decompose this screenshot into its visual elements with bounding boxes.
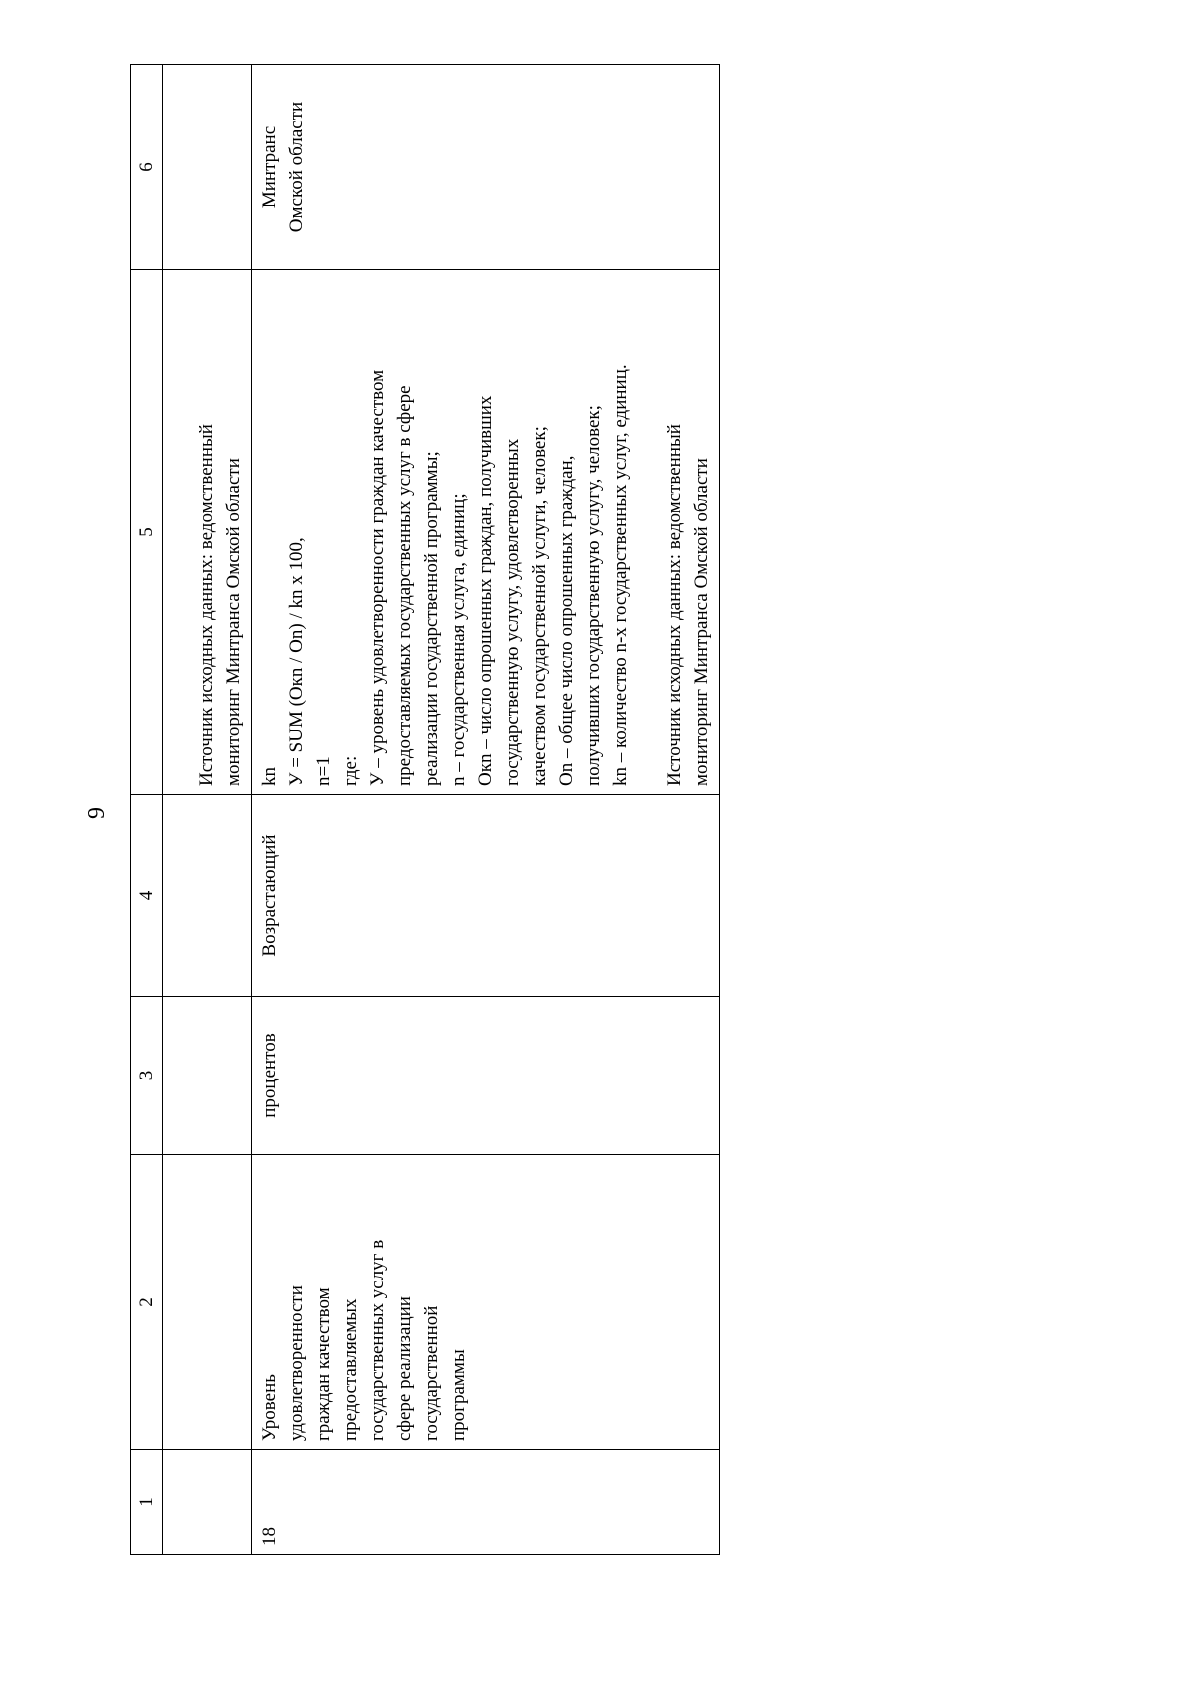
unit-cell: процентов <box>252 997 720 1155</box>
responsible-cell: Минтранс Омской области <box>252 65 720 270</box>
method-cell <box>252 270 720 795</box>
table-row-18 <box>252 65 720 1555</box>
header-col-2: 2 <box>131 1155 163 1450</box>
header-col-4: 4 <box>131 795 163 997</box>
method-line: где: <box>340 755 361 786</box>
source-line: мониторинг Минтранса Омской области <box>691 458 712 786</box>
method-line: предоставляемых государственных услуг в сфере <box>394 385 415 786</box>
source-line: Источник исходных данных: ведомственный <box>196 424 217 786</box>
method-line: On – общее число опрошенных граждан, <box>556 455 577 786</box>
method-line: n=1 <box>313 756 334 786</box>
method-line: Окn – число опрошенных граждан, получивших <box>475 395 496 786</box>
method-line: kn <box>259 767 280 786</box>
method-line: реализации государственной программы; <box>421 451 442 786</box>
row-number: 18 <box>252 1450 720 1555</box>
method-line: У = SUM (Окn / On) / kn х 100, <box>286 537 307 786</box>
source-cell <box>163 270 252 795</box>
header-col-5: 5 <box>131 270 163 795</box>
indicators-table <box>130 64 720 1555</box>
header-col-1: 1 <box>131 1450 163 1555</box>
method-line: kn – количество n-х государственных услуг, единиц. <box>610 364 631 786</box>
source-row <box>163 65 252 1555</box>
rotated-table-container <box>130 65 720 1555</box>
trend-cell: Возрастающий <box>252 795 720 997</box>
method-line: получивших государственную услугу, человек; <box>583 405 604 786</box>
method-line: n – государственная услуга, единиц; <box>448 493 469 786</box>
method-line: качеством государственной услуги, человек; <box>529 426 550 786</box>
header-col-6: 6 <box>131 65 163 270</box>
source-line: Источник исходных данных: ведомственный <box>664 424 685 786</box>
header-row <box>131 65 163 1555</box>
source-line: мониторинг Минтранса Омской области <box>223 458 244 786</box>
header-col-3: 3 <box>131 997 163 1155</box>
method-line: У – уровень удовлетворенности граждан качеством <box>367 369 388 786</box>
method-line: государственную услугу, удовлетворенных <box>502 438 523 786</box>
page-number: 9 <box>84 807 110 819</box>
indicator-name: Уровень удовлетворенности граждан качеством предоставляемых государственных услуг в сфере реализации государственной программы <box>252 1155 720 1450</box>
